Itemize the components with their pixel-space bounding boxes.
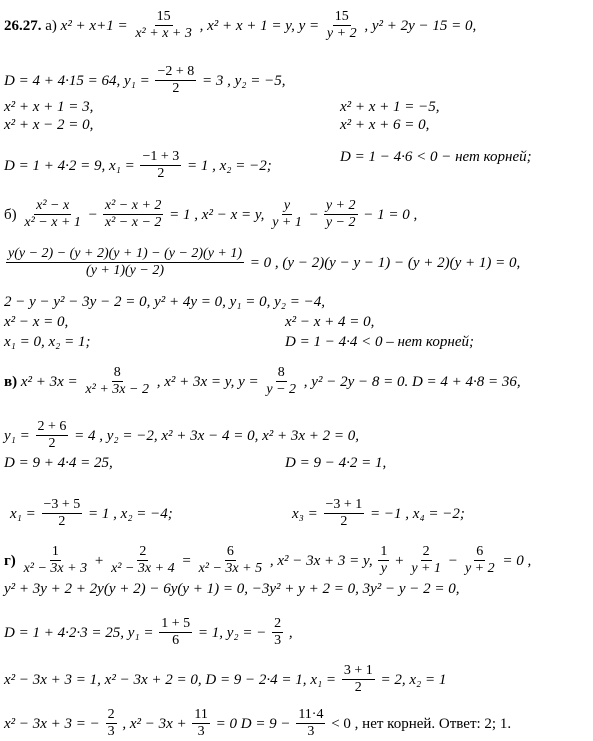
part-v-letter: в) — [4, 373, 18, 390]
eq-text: D = 1 − 4·6 < 0 − нет корней; — [340, 149, 532, 165]
eq-text: , x² − 3x + 3 = y, — [269, 552, 373, 569]
eq-text: x² + 3x = — [20, 373, 78, 390]
eq-text: , y² − 2y − 8 = 0. D = 4 + 4·8 = 36, — [303, 373, 521, 390]
fraction: $\frac{\text{x² − x + 2}}{\text{x² − x − 2}}$ — [104, 198, 162, 230]
fraction: $\frac{15}{y + 2}$ — [326, 9, 357, 41]
eq-text: 2 − y − y² − 3y − 2 = 0, y² + 4y = 0, y₁ = 0, y₂ = −4, — [4, 294, 325, 310]
problem-v-roots-right — [292, 498, 465, 531]
eq-text: y₁ = — [4, 427, 30, 444]
problem-a-line1 — [4, 10, 476, 43]
fraction: $\frac{2}{3}$ — [107, 707, 115, 739]
eq-text: x₁ = — [108, 157, 135, 174]
eq-text: , x² + 3x = y, — [156, 373, 235, 390]
eq-text: , — [288, 624, 293, 641]
eq-text: = 0 , — [502, 552, 532, 569]
eq-text: = 2, x₂ = 1 — [380, 671, 447, 688]
fraction: $\frac{2}{\text{x² − 3x + 4}}$ — [111, 544, 175, 576]
eq-text: y₁ = — [127, 624, 154, 641]
eq-text: x₁ = — [310, 671, 337, 688]
problem-g-line1 — [4, 545, 531, 578]
fraction: $\frac{2}{3}$ — [274, 616, 282, 648]
eq-text: D = 1 + 4·2·3 = 25, — [4, 624, 124, 641]
problem-b-line1 — [4, 199, 417, 232]
problem-number: 26.27. — [4, 17, 42, 34]
eq-text: x² − x + 4 = 0, — [285, 314, 375, 330]
eq-text: = 0 , (y − 2)(y − y − 1) − (y + 2)(y + 1) = 0, — [249, 254, 521, 271]
eq-text: + — [395, 552, 404, 569]
fraction: $\frac{1}{\text{x² − 3x + 3}}$ — [23, 544, 88, 576]
fraction: $\frac{y + 2}{y - 2}$ — [325, 198, 356, 230]
problem-v-line1 — [4, 366, 521, 399]
eq-text: x₃ = — [292, 505, 318, 522]
problem-v-roots-left — [10, 498, 173, 531]
answer-text: Ответ: 2; 1. — [438, 715, 512, 732]
eq-text: x² + x + 1 = −5, — [340, 99, 440, 115]
part-a-letter: а) — [45, 17, 57, 34]
eq-text: − — [448, 552, 458, 569]
eq-text: x₁ = 0, x₂ = 1; — [4, 334, 91, 350]
eq-text: x² + x − 2 = 0, — [4, 117, 94, 133]
eq-text: D = 9 + 4·4 = 25, — [4, 455, 113, 471]
fraction: $\frac{y}{y + 1}$ — [272, 198, 302, 230]
problem-b-line2 — [4, 247, 520, 280]
part-g-letter: г) — [4, 552, 16, 569]
fraction: $\frac{y(y - 2) - (y + 2)(y + 1) - (y - 2)(y + 1)}{(y + 1)(y - 2)}$ — [8, 246, 243, 278]
fraction: $\frac{-3 + 1}{2}$ — [325, 497, 363, 529]
fraction: $\frac{11}{3}$ — [194, 707, 208, 739]
eq-text: D = 4 + 4·15 = 64, — [4, 72, 121, 89]
fraction: $\frac{-3 + 5}{2}$ — [43, 497, 81, 529]
fraction: $\frac{8}{y - 2}$ — [266, 365, 297, 397]
eq-text: D = 9 − 4·2 = 1, — [285, 455, 387, 471]
eq-text: x₁ = — [10, 505, 36, 522]
eq-text: = −1 , x₄ = −2; — [370, 505, 465, 522]
eq-text: − — [88, 206, 98, 223]
eq-text: x² + x + 6 = 0, — [340, 117, 430, 133]
part-b-letter: б) — [4, 206, 17, 223]
fraction: $\frac{15}{\text{x² + x + 3}}$ — [135, 9, 192, 41]
eq-text: x² + x+1 = — [60, 17, 128, 34]
eq-text: D = 1 − 4·4 < 0 – нет корней; — [285, 334, 474, 350]
eq-text: = — [182, 552, 191, 569]
eq-text: + — [94, 552, 104, 569]
eq-text: D = 1 + 4·2 = 9, — [4, 157, 106, 174]
fraction: $\frac{8}{\text{x² + 3x − 2}}$ — [85, 365, 149, 397]
problem-g-line4 — [4, 664, 446, 697]
eq-text: − — [309, 206, 319, 223]
eq-text: y² + 3y + 2 + 2y(y + 2) − 6y(y + 1) = 0, −3y² + y + 2 = 0, 3y² − y − 2 = 0, — [4, 581, 460, 597]
eq-text: x² − 3x + 3 = − — [4, 715, 100, 732]
fraction: $\frac{\text{x² − x}}{\text{x² − x + 1}}$ — [24, 198, 81, 230]
problem-v-line2 — [4, 420, 359, 453]
problem-g-line5 — [4, 708, 511, 741]
eq-text: , x² − 3x + — [122, 715, 187, 732]
problem-g-line3 — [4, 617, 293, 650]
fraction: $\frac{-2 + 8}{2}$ — [157, 64, 195, 96]
fraction: $\frac{11\cdot 4}{3}$ — [298, 707, 324, 739]
eq-text: − 1 = 0 , — [363, 206, 418, 223]
eq-text: = 1, y₂ = − — [197, 624, 267, 641]
eq-text: , x² + x + 1 = y, — [199, 17, 295, 34]
fraction: $\frac{2}{y + 1}$ — [411, 544, 441, 576]
fraction: $\frac{1}{y}$ — [380, 544, 388, 576]
eq-text: = 1 , x₂ = −2; — [187, 157, 272, 174]
eq-text: , y² + 2y − 15 = 0, — [364, 17, 477, 34]
eq-text: = 1 , x² − x = y, — [169, 206, 265, 223]
fraction: $\frac{-1 + 3}{2}$ — [142, 149, 180, 181]
eq-text: = 1 , x₂ = −4; — [88, 505, 173, 522]
fraction: $\frac{3 + 1}{2}$ — [343, 663, 373, 695]
eq-text: = 4 , y₂ = −2, x² + 3x − 4 = 0, x² + 3x + 2 = 0, — [74, 427, 360, 444]
eq-text: x² − 3x + 3 = 1, x² − 3x + 2 = 0, D = 9 − 2·4 = 1, — [4, 671, 307, 688]
eq-text: y = — [298, 17, 320, 34]
problem-a-line2 — [4, 65, 286, 98]
eq-text: y = — [238, 373, 259, 390]
eq-text: = 0 D = 9 − — [215, 715, 291, 732]
eq-text: x² + x + 1 = 3, — [4, 99, 94, 115]
fraction: $\frac{2 + 6}{2}$ — [37, 419, 67, 451]
eq-text: < 0 , нет корней. — [331, 715, 436, 732]
fraction: $\frac{6}{\text{x² − 3x + 5}}$ — [198, 544, 263, 576]
eq-text: y₁ = — [123, 72, 150, 89]
problem-a-line5 — [4, 150, 272, 183]
eq-text: = 3 , y₂ = −5, — [202, 72, 286, 89]
eq-text: x² − x = 0, — [4, 314, 69, 330]
fraction: $\frac{1 + 5}{6}$ — [161, 616, 191, 648]
fraction: $\frac{6}{y + 2}$ — [464, 544, 495, 576]
